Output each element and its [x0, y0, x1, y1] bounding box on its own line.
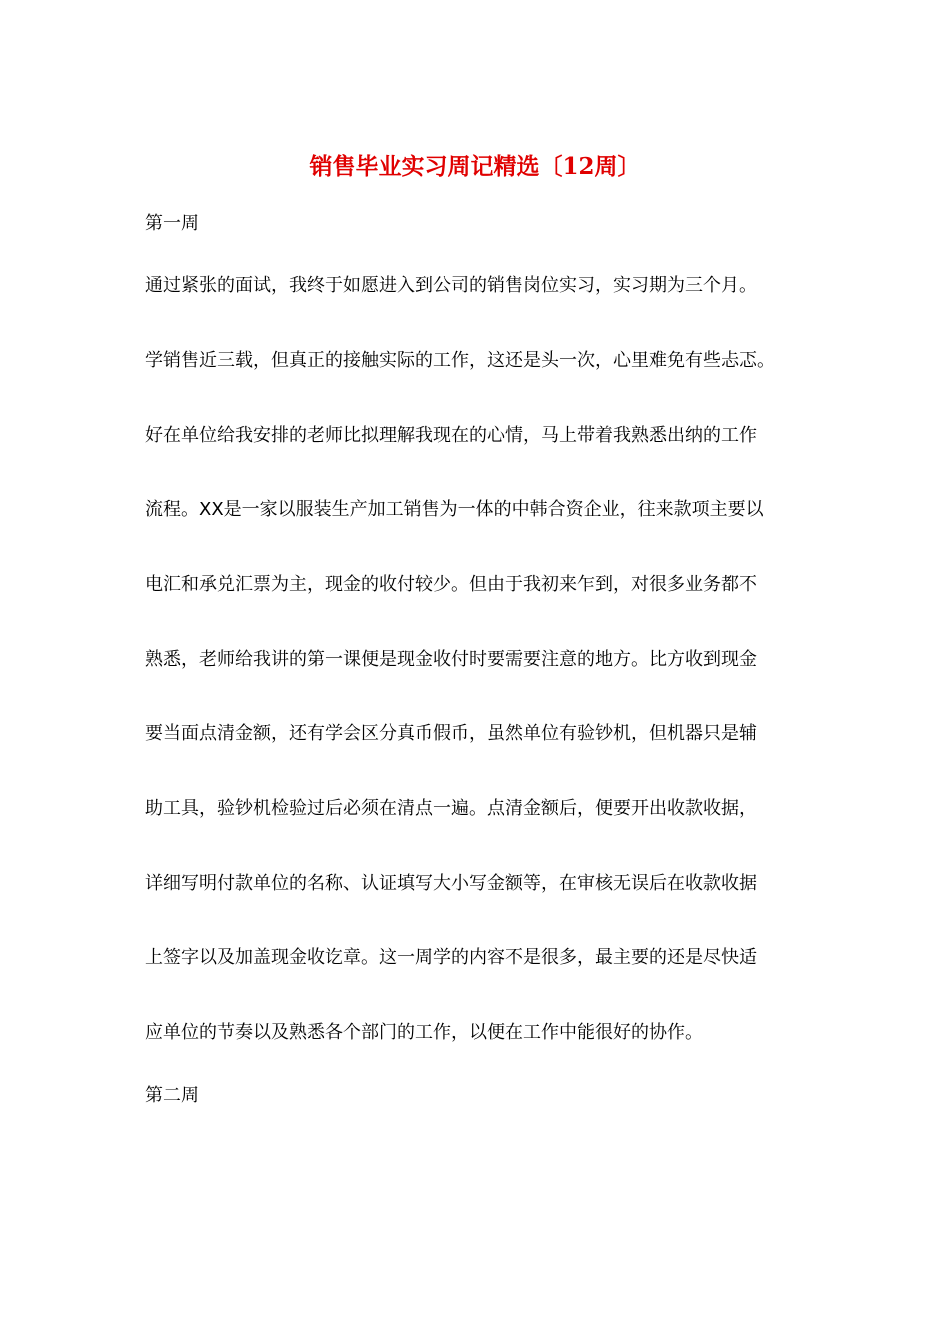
- paragraph-line: 通过紧张的面试，我终于如愿进入到公司的销售岗位实习，实习期为三个月。: [145, 275, 757, 296]
- paragraph-line: 要当面点清金额，还有学会区分真币假币，虽然单位有验钞机，但机器只是辅: [145, 723, 757, 744]
- section-heading-week-2: 第二周: [145, 1085, 199, 1106]
- document-title: 销售毕业实习周记精选〔12周〕: [309, 153, 641, 180]
- paragraph-line: 熟悉，老师给我讲的第一课便是现金收付时要需要注意的地方。比方收到现金: [145, 649, 757, 670]
- paragraph-line: 上签字以及加盖现金收讫章。这一周学的内容不是很多，最主要的还是尽快适: [145, 947, 757, 968]
- paragraph-line: 电汇和承兑汇票为主，现金的收付较少。但由于我初来乍到，对很多业务都不: [145, 574, 757, 595]
- paragraph-line: 流程。XX是一家以服装生产加工销售为一体的中韩合资企业，往来款项主要以: [145, 499, 764, 520]
- paragraph-line: 应单位的节奏以及熟悉各个部门的工作，以便在工作中能很好的协作。: [145, 1022, 703, 1043]
- paragraph-line: 助工具，验钞机检验过后必须在清点一遍。点清金额后，便要开出收款收据，: [145, 798, 757, 819]
- paragraph-line: 学销售近三载，但真正的接触实际的工作，这还是头一次，心里难免有些忐忑。: [145, 350, 775, 371]
- paragraph-line: 好在单位给我安排的老师比拟理解我现在的心情，马上带着我熟悉出纳的工作: [145, 425, 757, 446]
- section-heading-week-1: 第一周: [145, 213, 199, 234]
- paragraph-line: 详细写明付款单位的名称、认证填写大小写金额等，在审核无误后在收款收据: [145, 873, 757, 894]
